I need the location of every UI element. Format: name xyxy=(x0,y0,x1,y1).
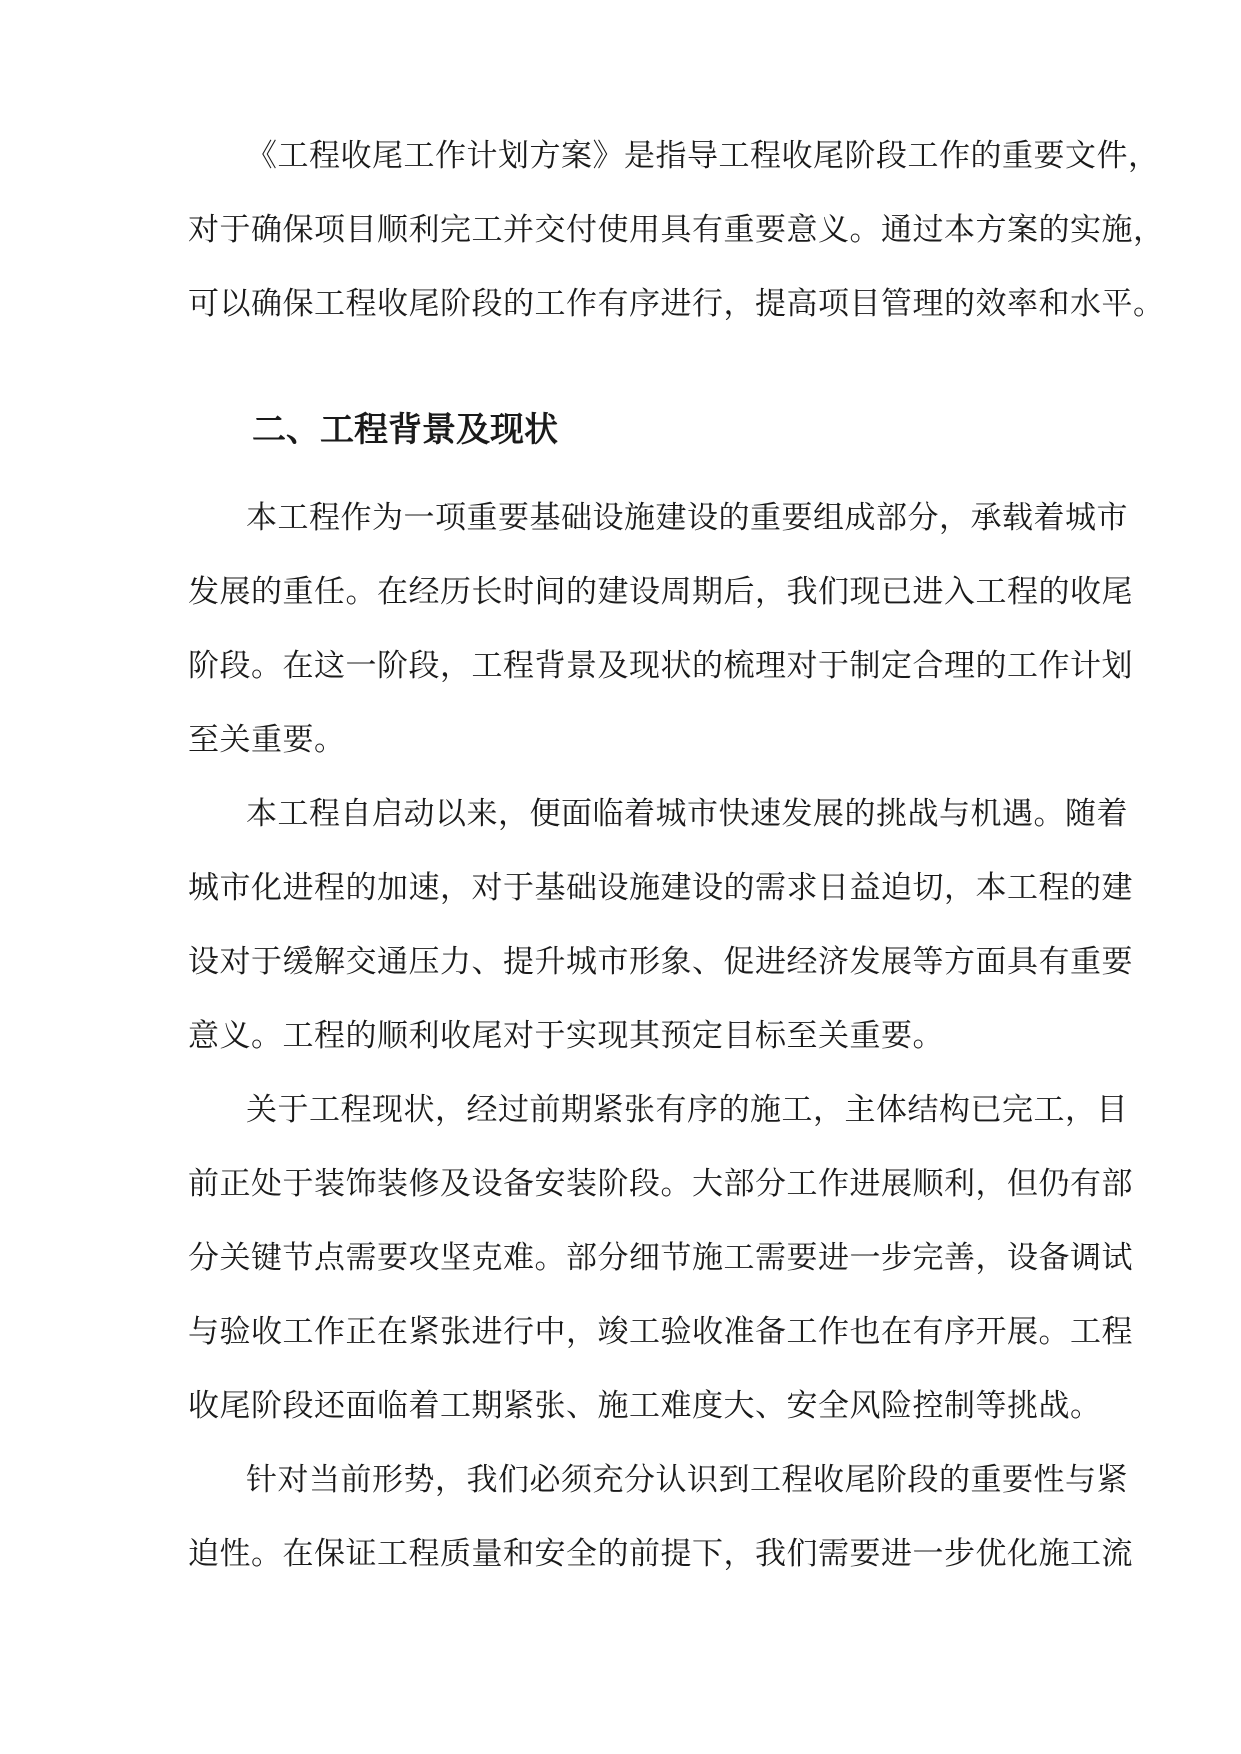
p3-line-3: 分关键节点需要攻坚克难。部分细节施工需要进一步完善，设备调试 xyxy=(188,1240,1133,1276)
p1-line-4: 至关重要。 xyxy=(188,722,346,758)
p4-line-2: 迫性。在保证工程质量和安全的前提下，我们需要进一步优化施工流 xyxy=(188,1536,1133,1572)
intro-line-1: 《工程收尾工作计划方案》是指导工程收尾阶段工作的重要文件， xyxy=(246,138,1160,174)
intro-line-2: 对于确保项目顺利完工并交付使用具有重要意义。通过本方案的实施， xyxy=(188,212,1165,248)
p1-line-3: 阶段。在这一阶段，工程背景及现状的梳理对于制定合理的工作计划 xyxy=(188,648,1133,684)
p2-line-3: 设对于缓解交通压力、提升城市形象、促进经济发展等方面具有重要 xyxy=(188,944,1133,980)
p3-line-4: 与验收工作正在紧张进行中，竣工验收准备工作也在有序开展。工程 xyxy=(188,1314,1133,1350)
p4-line-1: 针对当前形势，我们必须充分认识到工程收尾阶段的重要性与紧 xyxy=(246,1462,1128,1498)
p2-line-4: 意义。工程的顺利收尾对于实现其预定目标至关重要。 xyxy=(188,1018,944,1054)
p1-line-1: 本工程作为一项重要基础设施建设的重要组成部分，承载着城市 xyxy=(246,500,1128,536)
p2-line-2: 城市化进程的加速，对于基础设施建设的需求日益迫切，本工程的建 xyxy=(188,870,1133,906)
p3-line-5: 收尾阶段还面临着工期紧张、施工难度大、安全风险控制等挑战。 xyxy=(188,1388,1102,1424)
p3-line-2: 前正处于装饰装修及设备安装阶段。大部分工作进展顺利，但仍有部 xyxy=(188,1166,1133,1202)
p2-line-1: 本工程自启动以来，便面临着城市快速发展的挑战与机遇。随着 xyxy=(246,796,1128,832)
intro-line-3: 可以确保工程收尾阶段的工作有序进行，提高项目管理的效率和水平。 xyxy=(188,286,1165,322)
section-heading: 二、工程背景及现状 xyxy=(252,410,558,450)
p3-line-1: 关于工程现状，经过前期紧张有序的施工，主体结构已完工，目 xyxy=(246,1092,1128,1128)
p1-line-2: 发展的重任。在经历长时间的建设周期后，我们现已进入工程的收尾 xyxy=(188,574,1133,610)
